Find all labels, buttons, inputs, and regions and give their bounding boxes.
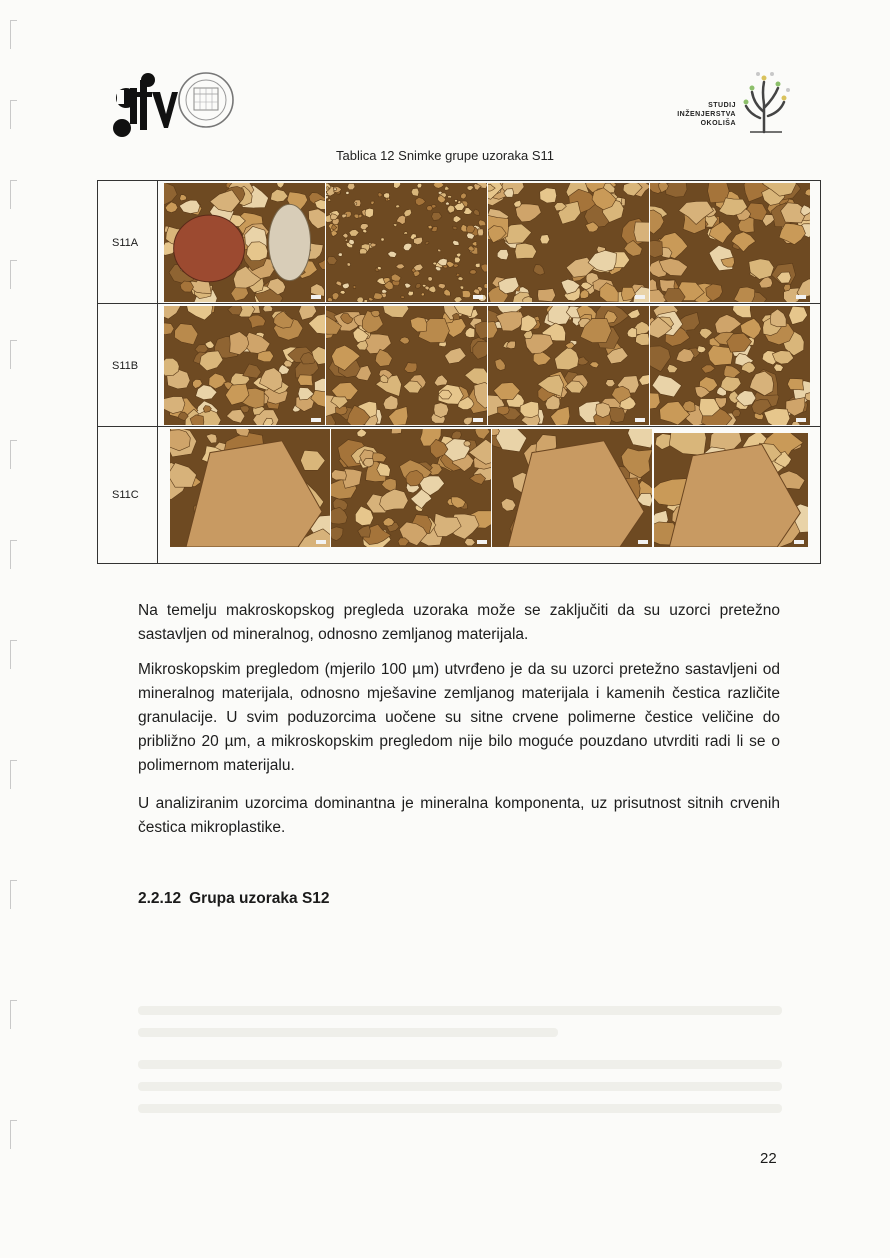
show-through (138, 1104, 782, 1113)
scale-bar (473, 418, 483, 422)
logo-line-3: OKOLIŠA (700, 120, 736, 127)
paragraph-2 (138, 658, 780, 778)
sample-photo (170, 429, 330, 547)
scale-bar (635, 418, 645, 422)
page-number: 22 (760, 1150, 777, 1167)
gfv-logo (106, 70, 234, 142)
sample-photo (331, 429, 491, 547)
scale-bar (638, 540, 648, 544)
table-caption: Tablica 12 Snimke grupe uzoraka S11 (336, 148, 554, 163)
paragraph-1 (138, 599, 780, 647)
row-label: S11C (98, 427, 158, 563)
sample-photo (654, 433, 808, 547)
text-line: granulacije. U svim poduzorcima uočene su sitne crvene polimerne čestice veličine do (138, 709, 780, 726)
gfv-logo-icon (106, 70, 234, 142)
logo-line-1: STUDIJ (708, 102, 736, 109)
sample-photo (326, 306, 487, 425)
binding-marks (6, 20, 20, 1240)
scale-bar (316, 540, 326, 544)
sample-photo-table (97, 180, 821, 564)
sample-photo (488, 306, 649, 425)
scale-bar (796, 295, 806, 299)
row-label: S11A (98, 181, 158, 304)
table-row-s11a (98, 181, 820, 304)
paragraph-3 (138, 792, 780, 840)
study-program-logo (677, 68, 790, 136)
scale-bar (311, 295, 321, 299)
scale-bar (635, 295, 645, 299)
text-line: sastavljen od mineralnog, odnosno zemljanog materijala. (138, 626, 529, 643)
text-line: približno 20 µm, a mikroskopskim pregledom nije bilo moguće pouzdano utvrditi radi li se o (138, 733, 780, 750)
table-row-s11c (98, 427, 820, 563)
tree-icon (742, 68, 790, 134)
sample-photo (326, 183, 487, 302)
text-line: U analiziranim uzorcima dominantna je mineralna komponenta, uz prisutnost sitnih crvenih (138, 795, 780, 812)
show-through (138, 1006, 782, 1015)
section-title: Grupa uzoraka S12 (189, 890, 330, 907)
section-heading (138, 890, 330, 908)
sample-photo (164, 183, 325, 302)
text-line: polimernom materijalu. (138, 757, 295, 774)
logo-line-2: INŽENJERSTVA (677, 111, 736, 118)
text-line: Na temelju makroskopskog pregleda uzoraka može se zaključiti da su uzorci pretežno (138, 602, 780, 619)
row-label: S11B (98, 304, 158, 427)
sample-photo (650, 306, 810, 425)
show-through (138, 1060, 782, 1069)
sample-photo (492, 429, 652, 547)
sample-photo (164, 306, 325, 425)
scale-bar (311, 418, 321, 422)
show-through (138, 1082, 782, 1091)
text-line: čestica mikroplastike. (138, 819, 286, 836)
scale-bar (477, 540, 487, 544)
sample-photo (650, 183, 810, 302)
sample-photo (488, 183, 649, 302)
show-through (138, 1028, 558, 1037)
text-line: Mikroskopskim pregledom (mjerilo 100 µm) utvrđeno je da su uzorci pretežno sastavljeni od (138, 661, 780, 678)
table-row-s11b (98, 304, 820, 427)
text-line: mineralnog materijala, odnosno mješavine zemljanog materijala i kamenih čestica različite (138, 685, 780, 702)
scale-bar (794, 540, 804, 544)
crest-seal-icon (179, 73, 233, 127)
section-number: 2.2.12 (138, 890, 182, 907)
scale-bar (473, 295, 483, 299)
scale-bar (796, 418, 806, 422)
